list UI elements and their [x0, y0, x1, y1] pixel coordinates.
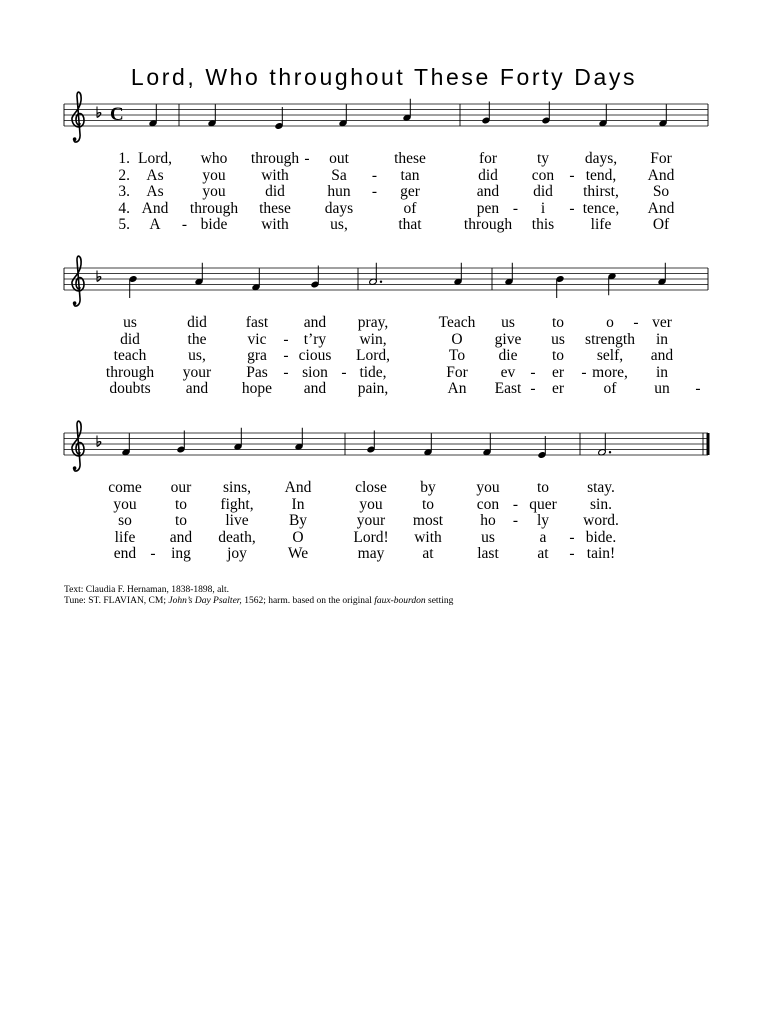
- note-q: [659, 104, 668, 127]
- verse-number: 1.: [118, 150, 130, 167]
- lyric-syllable: you: [202, 166, 226, 184]
- lyric-syllable: to: [536, 479, 550, 496]
- lyric-syllable: with: [261, 166, 289, 184]
- lyric-syllable: pain,: [357, 380, 389, 397]
- lyric-syllable: you: [202, 183, 226, 200]
- tune-credit: Tune: ST. FLAVIAN, CM; John’s Day Psalter, 1562; harm. based on the original faux-bourdon setting: [64, 596, 454, 606]
- lyric-syllable: ger: [400, 183, 420, 200]
- lyric-syllable: teach: [113, 347, 147, 364]
- note-q: [403, 99, 412, 122]
- lyric-syllable: t’ry: [303, 330, 327, 348]
- lyric-syllable: death,: [218, 528, 256, 546]
- lyric-hyphen: -: [633, 314, 639, 331]
- lyric-syllable: days: [324, 199, 354, 217]
- note-h-dotted: [369, 263, 382, 286]
- credits: [64, 585, 453, 607]
- lyric-syllable: these: [394, 150, 426, 167]
- lyric-syllable: more,: [592, 363, 628, 381]
- lyric-syllable: last: [477, 545, 499, 562]
- note-q: [505, 263, 514, 286]
- lyric-syllable: un: [654, 380, 670, 397]
- lyric-syllable: with: [414, 528, 442, 546]
- lyric-syllable: Teach: [438, 314, 476, 331]
- note-q: [538, 436, 547, 459]
- lyric-syllable: through: [463, 216, 513, 233]
- verse-number: 5.: [118, 216, 130, 233]
- lyric-syllable: An: [447, 380, 467, 397]
- lyric-syllable: close: [355, 479, 387, 496]
- lyric-syllable: con: [476, 495, 500, 513]
- lyric-syllable: By: [288, 512, 308, 529]
- lyric-hyphen: -: [581, 363, 587, 381]
- lyric-syllable: joy: [227, 545, 247, 562]
- lyric-syllable: ing: [171, 545, 191, 562]
- lyric-syllable: and: [185, 380, 209, 397]
- lyric-syllable: tain!: [586, 545, 616, 562]
- lyric-syllable: with: [261, 216, 289, 233]
- lyric-syllable: bide: [200, 216, 228, 233]
- lyric-syllable: you: [359, 495, 383, 513]
- lyric-syllable: Pas: [246, 363, 268, 381]
- lyric-hyphen: -: [530, 380, 536, 397]
- note-q: [234, 428, 243, 451]
- note-q: [658, 263, 667, 286]
- lyric-syllable: ev: [500, 363, 516, 381]
- lyric-hyphen: -: [512, 512, 519, 529]
- note-h-dotted: [598, 433, 611, 456]
- lyric-syllable: Sa: [331, 166, 347, 184]
- lyric-syllable: that: [398, 216, 422, 233]
- note-q: [542, 102, 551, 125]
- lyric-hyphen: -: [569, 166, 575, 184]
- lyric-syllable: Lord!: [353, 528, 389, 546]
- lyric-syllable: tide,: [359, 363, 387, 381]
- lyric-syllable: did: [478, 166, 498, 184]
- lyric-syllable: er: [551, 363, 565, 381]
- lyric-syllable: bide.: [585, 528, 617, 546]
- lyric-syllable: so: [118, 512, 132, 529]
- flat-icon: [97, 271, 101, 282]
- flat-icon: [97, 107, 101, 118]
- note-q: [367, 431, 376, 454]
- lyric-hyphen: -: [512, 199, 519, 217]
- lyric-hyphen: -: [569, 199, 575, 217]
- lyric-syllable: to: [551, 347, 565, 364]
- verse-number: 4.: [118, 199, 130, 217]
- note-q: [195, 263, 204, 286]
- lyric-syllable: did: [120, 330, 140, 348]
- lyric-syllable: As: [146, 183, 164, 200]
- lyric-syllable: Of: [652, 216, 670, 233]
- lyric-syllable: self,: [596, 347, 624, 364]
- lyric-syllable: this: [531, 216, 555, 233]
- lyric-syllable: days,: [584, 150, 618, 167]
- lyric-syllable: ho: [480, 512, 496, 529]
- lyric-syllable: to: [421, 495, 435, 513]
- lyric-hyphen: -: [512, 495, 519, 513]
- lyric-syllable: a: [539, 528, 547, 546]
- lyric-syllable: end: [113, 545, 137, 562]
- lyric-syllable: stay.: [587, 479, 615, 496]
- lyric-syllable: In: [291, 495, 305, 513]
- lyric-syllable: We: [287, 545, 309, 562]
- lyric-syllable: fast: [245, 314, 269, 331]
- lyric-syllable: and: [476, 183, 500, 200]
- lyric-hyphen: -: [569, 528, 575, 546]
- lyric-syllable: at: [422, 545, 434, 562]
- lyric-hyphen: -: [283, 347, 289, 364]
- lyric-syllable: did: [265, 183, 285, 200]
- lyric-syllable: in: [655, 330, 669, 348]
- note-q: [556, 275, 565, 298]
- lyric-syllable: and: [169, 528, 193, 546]
- lyric-syllable: O: [451, 330, 463, 348]
- lyric-syllable: you: [476, 479, 500, 496]
- lyric-syllable: A: [149, 216, 161, 233]
- flat-icon: [97, 436, 101, 447]
- lyric-hyphen: -: [371, 166, 378, 184]
- lyric-syllable: hope: [241, 380, 273, 397]
- note-q: [208, 104, 217, 127]
- lyric-syllable: in: [655, 363, 669, 381]
- lyric-syllable: and: [650, 347, 674, 364]
- note-q: [129, 275, 138, 298]
- lyric-syllable: fight,: [220, 495, 254, 513]
- lyric-syllable: these: [259, 199, 291, 217]
- lyric-syllable: quer: [529, 495, 557, 513]
- lyric-syllable: thirst,: [583, 183, 619, 200]
- lyric-syllable: ver: [652, 314, 672, 331]
- lyric-syllable: who: [200, 150, 228, 167]
- lyric-syllable: your: [182, 363, 212, 381]
- lyric-syllable: vic: [247, 330, 267, 348]
- note-q: [311, 266, 320, 289]
- lyric-syllable: and: [303, 380, 327, 397]
- lyric-syllable: at: [537, 545, 549, 562]
- lyric-syllable: through: [105, 363, 155, 381]
- lyric-syllable: cious: [298, 347, 332, 364]
- lyric-syllable: ty: [536, 150, 550, 167]
- music-system-3: [0, 421, 768, 481]
- note-q: [339, 104, 348, 127]
- lyric-syllable: of: [603, 380, 617, 397]
- lyric-syllable: live: [225, 512, 249, 529]
- lyric-syllable: As: [146, 166, 164, 184]
- lyric-syllable: So: [652, 183, 670, 200]
- note-q: [252, 268, 261, 291]
- music-system-1: [0, 92, 768, 152]
- lyric-syllable: life: [114, 528, 136, 546]
- lyric-syllable: And: [647, 166, 675, 184]
- note-q: [424, 433, 433, 456]
- lyric-syllable: life: [590, 216, 612, 233]
- note-q: [295, 428, 304, 451]
- lyric-syllable: our: [170, 479, 192, 496]
- lyric-hyphen: -: [371, 183, 378, 200]
- treble-clef-icon: [72, 256, 84, 306]
- lyric-syllable: O: [292, 528, 304, 546]
- lyric-hyphen: -: [150, 545, 156, 562]
- lyric-hyphen: -: [569, 545, 575, 562]
- lyric-syllable: con: [531, 166, 555, 184]
- lyric-syllable: o: [606, 314, 614, 331]
- lyric-syllable: die: [498, 347, 518, 364]
- lyric-syllable: And: [284, 479, 312, 496]
- lyric-syllable: through: [189, 199, 239, 217]
- lyric-syllable: the: [187, 330, 207, 348]
- lyric-syllable: of: [403, 199, 417, 217]
- lyric-syllable: i: [540, 199, 546, 217]
- note-q: [122, 433, 131, 456]
- lyric-syllable: And: [141, 199, 169, 217]
- note-q: [608, 273, 617, 296]
- lyric-syllable: out: [329, 150, 349, 167]
- note-q: [482, 102, 491, 125]
- lyric-syllable: and: [303, 314, 327, 331]
- lyric-syllable: Lord,: [355, 347, 391, 364]
- note-q: [149, 104, 158, 127]
- lyric-syllable: come: [108, 479, 142, 496]
- lyric-hyphen: -: [341, 363, 347, 381]
- lyric-syllable: your: [356, 512, 386, 529]
- lyric-syllable: you: [113, 495, 137, 513]
- lyric-syllable: tence,: [582, 199, 620, 217]
- lyric-syllable: us: [481, 528, 495, 546]
- lyric-syllable: to: [174, 512, 188, 529]
- lyric-syllable: sins,: [223, 479, 251, 496]
- treble-clef-icon: [72, 421, 84, 471]
- lyric-syllable: did: [533, 183, 553, 200]
- note-q: [483, 433, 492, 456]
- lyric-syllable: us: [501, 314, 515, 331]
- lyric-syllable: To: [448, 347, 466, 364]
- note-q: [454, 263, 463, 286]
- lyric-syllable: us,: [188, 347, 206, 364]
- lyric-syllable: East: [494, 380, 522, 397]
- lyric-syllable: gra: [247, 347, 267, 364]
- lyric-hyphen: -: [304, 150, 310, 167]
- lyric-syllable: to: [174, 495, 188, 513]
- common-time-icon: C: [110, 103, 124, 125]
- lyric-hyphen: -: [530, 363, 536, 381]
- lyric-syllable: give: [494, 330, 522, 348]
- lyric-syllable: may: [357, 545, 385, 562]
- lyric-syllable: win,: [359, 330, 387, 348]
- lyric-syllable: strength: [585, 330, 635, 348]
- lyric-syllable: through: [250, 150, 300, 167]
- note-q: [599, 104, 608, 127]
- music-system-2: [0, 256, 768, 316]
- lyric-syllable: pray,: [357, 314, 389, 331]
- text-credit: Text: Claudia F. Hernaman, 1838-1898, alt.: [64, 585, 230, 595]
- lyric-hyphen: -: [695, 380, 701, 397]
- lyric-syllable: sin.: [590, 495, 612, 513]
- lyric-hyphen: -: [283, 363, 289, 381]
- lyric-syllable: pen: [476, 199, 500, 217]
- lyric-syllable: word.: [583, 512, 619, 529]
- lyric-syllable: sion: [302, 363, 328, 381]
- lyric-syllable: by: [420, 479, 436, 496]
- lyric-syllable: to: [551, 314, 565, 331]
- verse-number: 3.: [118, 183, 130, 200]
- lyric-syllable: er: [551, 380, 565, 397]
- lyric-syllable: tan: [400, 166, 420, 184]
- lyric-hyphen: -: [283, 330, 289, 348]
- lyric-syllable: hun: [327, 183, 351, 200]
- lyric-syllable: most: [412, 512, 444, 529]
- lyric-syllable: did: [187, 314, 207, 331]
- lyric-syllable: For: [650, 150, 672, 167]
- treble-clef-icon: [72, 92, 84, 142]
- lyric-syllable: us,: [330, 216, 348, 233]
- lyric-syllable: And: [647, 199, 675, 217]
- note-q: [275, 107, 284, 130]
- lyric-syllable: For: [446, 363, 468, 381]
- lyric-syllable: tend,: [585, 166, 617, 184]
- lyric-syllable: us: [123, 314, 137, 331]
- note-q: [177, 431, 186, 454]
- lyric-syllable: for: [478, 150, 498, 167]
- lyric-syllable: Lord,: [137, 150, 173, 167]
- lyric-syllable: us: [551, 330, 565, 348]
- hymn-title: Lord, Who throughout These Forty Days: [130, 64, 638, 90]
- lyric-syllable: doubts: [109, 380, 151, 397]
- verse-number: 2.: [118, 166, 130, 184]
- lyric-syllable: ly: [536, 512, 550, 529]
- lyric-hyphen: -: [181, 216, 188, 233]
